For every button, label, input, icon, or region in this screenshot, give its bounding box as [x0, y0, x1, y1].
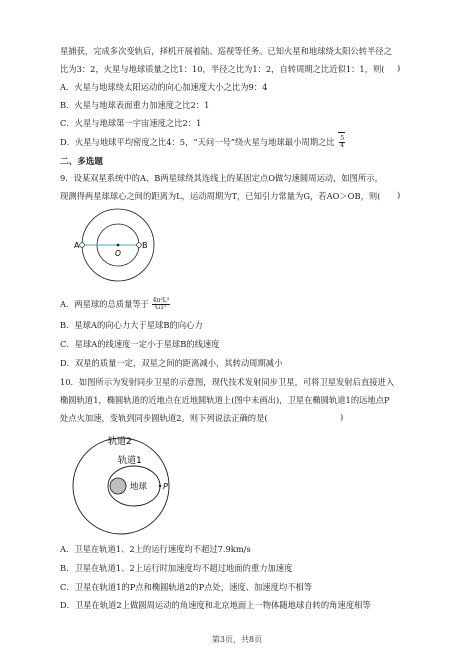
- q9-option-a-text: A．两星球的总质量等于: [60, 299, 149, 309]
- center-point-o: [117, 244, 120, 247]
- q10-line3: 处点火加速，变轨到同步圆轨道2。则下列说法正确的是(: [60, 413, 268, 423]
- q10-paren-close: ): [340, 412, 344, 422]
- label-orbit-1: 轨道1: [118, 456, 142, 466]
- star-a-dot: [80, 243, 85, 248]
- q9-option-a: [60, 296, 416, 312]
- q9-paren-close: ): [397, 190, 401, 200]
- q10-option-c: C．卫星在轨道1的P点和椭圆轨道2的P点处，速度、加速度均不相等: [60, 582, 313, 592]
- q9-option-b: B．星球A的向心力大于星球B的向心力: [60, 320, 203, 330]
- q10-option-a: A．卫星在轨道1、2上的运行速度均不超过7.9km/s: [60, 544, 251, 554]
- q8-option-d-denominator: 4: [340, 142, 345, 149]
- q10-line2: 椭圆轨道1，椭圆轨道的近地点在近地圆轨道上(图中未画出)，卫星在椭圆轨道1的远地点P: [60, 395, 390, 405]
- q9-option-d: D．双星的质量一定，双星之间的距离减小，其转动周期减小: [60, 358, 283, 368]
- q10-line1: 10．如图所示为发射同步卫星的示意图，现代技术发射同步卫星，可将卫星发射后直接进入: [60, 377, 395, 387]
- q10-option-b: B．卫星在轨道1、2上运行时加速度均不超过地面的重力加速度: [60, 563, 293, 573]
- earth-circle: [110, 478, 126, 494]
- label-b: B: [142, 241, 148, 250]
- q9-option-a-denominator: GT²: [155, 304, 167, 311]
- q8-option-b: B．火星与地球表面重力加速度之比2：1: [60, 100, 210, 110]
- q9-option-c: C．星球A的线速度一定小于星球B的线速度: [60, 339, 220, 349]
- q8-option-d: [60, 132, 416, 151]
- q8-line2: 比为3：2，火星与地球质量之比1：10，半径之比为1：2，自转周期之比近似1：1，则(: [60, 64, 385, 74]
- q8-option-d-numerator: 5: [340, 135, 345, 142]
- label-earth: 地球: [130, 482, 148, 492]
- binary-star-figure: [74, 205, 160, 285]
- q8-paren-close: ): [397, 63, 401, 73]
- label-o: O: [115, 249, 121, 258]
- star-b-dot: [137, 243, 142, 248]
- q9-line1: 9．设某双星系统中的A、B两星球绕其连线上的某固定点O做匀速圆周运动，如图所示，: [60, 173, 383, 183]
- q8-option-a: A．火星与地球绕太阳运动的向心加速度大小之比为9：4: [60, 82, 268, 92]
- label-a: A: [74, 241, 80, 250]
- q8-line1: 星捕获，完成多次变轨后，择机开展着陆、巡视等任务。已知火星和地球绕太阳公转半径之: [60, 46, 392, 56]
- section-heading-multiple-choice: 二、多选题: [60, 157, 103, 167]
- sqrt-symbol: [338, 132, 345, 151]
- label-orbit-2: 轨道2: [108, 437, 132, 447]
- q9-line2: 现测得两星球球心之间的距离为L，运动周期为T，已知引力常量为G，若AO＞OB，则(: [60, 191, 381, 201]
- label-p: P: [163, 482, 168, 491]
- orbit-figure: [72, 428, 182, 538]
- point-p: [159, 485, 161, 487]
- q10-option-d: D．卫星在轨道2上做圆周运动的角速度和北京地面上一物体随地球自转的角速度相等: [60, 600, 371, 610]
- q8-option-d-text: D．火星与地球平均密度之比4：5，“天问一号”绕火星与地球最小周期之比: [60, 137, 335, 147]
- q9-option-a-numerator: 4π²L³: [152, 297, 170, 304]
- q8-option-c: C．火星与地球第一宇宙速度之比2：1: [60, 118, 202, 128]
- page-footer: 第3页，共8页: [211, 635, 263, 644]
